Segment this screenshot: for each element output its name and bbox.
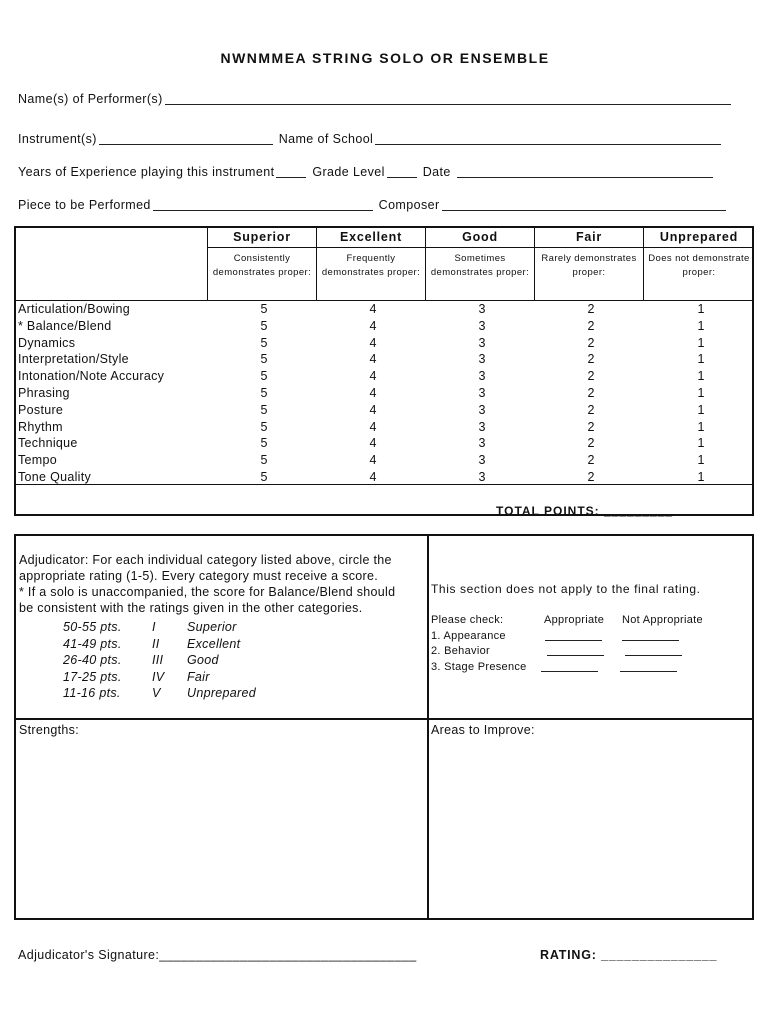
level-desc: Does not demonstrate proper: <box>648 253 750 278</box>
behavior-appropriate-blank[interactable] <box>547 655 604 656</box>
experience-row <box>18 165 715 179</box>
scale-label: Fair <box>187 669 210 684</box>
level-excellent <box>316 228 425 300</box>
score-option[interactable]: 2 <box>587 369 595 384</box>
grade-label: Grade Level <box>312 165 385 179</box>
instruction-line: * If a solo is unaccompanied, the score for Balance/Blend should <box>19 585 396 599</box>
level-good <box>425 228 534 300</box>
score-option[interactable]: 1 <box>697 419 705 434</box>
strengths-area[interactable] <box>18 740 423 916</box>
score-option[interactable]: 1 <box>697 453 705 468</box>
improve-label: Areas to Improve: <box>431 723 535 737</box>
stage-presence-not-appropriate-blank[interactable] <box>620 671 677 672</box>
score-option[interactable]: 3 <box>478 453 486 468</box>
score-option[interactable]: 1 <box>697 369 705 384</box>
score-option[interactable]: 5 <box>260 436 268 451</box>
level-name: Good <box>426 228 534 248</box>
appropriate-header: Appropriate <box>544 614 605 626</box>
score-option[interactable]: 2 <box>587 386 595 400</box>
strengths-label: Strengths: <box>19 723 79 737</box>
comments-box <box>14 534 754 920</box>
level-fair <box>534 228 643 300</box>
score-option[interactable]: 4 <box>369 419 377 434</box>
criterion-label: Intonation/Note Accuracy <box>18 369 165 384</box>
criterion-label: Phrasing <box>18 386 70 400</box>
instrument-label: Instrument(s) <box>18 132 97 146</box>
criterion-label: Technique <box>18 436 78 451</box>
level-superior <box>207 228 316 300</box>
instruction-line: be consistent with the ratings given in the other categories. <box>19 601 363 615</box>
header-divider <box>16 300 752 301</box>
score-option[interactable]: 1 <box>697 318 705 333</box>
scale-numeral: I <box>152 620 156 634</box>
score-option[interactable]: 3 <box>478 302 486 316</box>
score-option[interactable]: 5 <box>260 318 268 333</box>
scale-label: Superior <box>187 620 237 634</box>
score-option[interactable]: 3 <box>478 318 486 333</box>
score-option[interactable]: 1 <box>697 402 705 417</box>
instrument-row <box>18 132 723 146</box>
adjudicator-instructions <box>19 552 395 616</box>
level-name: Fair <box>535 228 643 248</box>
instrument-field[interactable] <box>99 143 273 145</box>
performers-label: Name(s) of Performer(s) <box>18 92 163 106</box>
check-item-stage-presence: 3. Stage Presence <box>431 661 527 673</box>
score-option[interactable]: 2 <box>587 470 595 484</box>
score-option[interactable]: 5 <box>260 369 268 384</box>
score-option[interactable]: 4 <box>369 453 377 468</box>
date-label: Date <box>422 165 451 179</box>
criterion-label: Rhythm <box>18 419 63 434</box>
scale-pts: 17-25 pts. <box>63 669 122 684</box>
scale-label: Good <box>187 653 219 667</box>
score-option[interactable]: 4 <box>369 302 377 316</box>
criterion-label: Tone Quality <box>18 470 92 484</box>
score-option[interactable]: 3 <box>478 402 486 417</box>
scale-numeral: II <box>152 636 160 651</box>
years-label: Years of Experience playing this instrument <box>18 165 275 179</box>
score-option[interactable]: 5 <box>260 470 268 484</box>
scale-pts: 41-49 pts. <box>63 636 122 651</box>
score-option[interactable]: 3 <box>478 386 486 400</box>
score-option[interactable]: 5 <box>260 386 268 400</box>
total-points[interactable]: TOTAL POINTS: _________ <box>496 504 674 518</box>
score-option[interactable]: 1 <box>697 386 705 400</box>
level-desc: Frequently demonstrates proper: <box>321 253 421 278</box>
appearance-not-appropriate-blank[interactable] <box>622 640 679 641</box>
school-label: Name of School <box>278 132 374 146</box>
score-option[interactable]: 5 <box>260 453 268 468</box>
score-option[interactable]: 2 <box>587 436 595 451</box>
score-option[interactable]: 1 <box>697 470 705 484</box>
level-name: Excellent <box>317 228 425 248</box>
score-option[interactable]: 2 <box>587 302 595 316</box>
check-item-appearance: 1. Appearance <box>431 630 506 642</box>
score-option[interactable]: 5 <box>260 419 268 434</box>
score-option[interactable]: 3 <box>478 436 486 451</box>
level-name: Unprepared <box>644 228 754 248</box>
rating-field[interactable]: RATING: _______________ <box>540 948 718 962</box>
score-option[interactable]: 4 <box>369 318 377 333</box>
score-option[interactable]: 3 <box>478 369 486 384</box>
score-option[interactable]: 2 <box>587 453 595 468</box>
score-option[interactable]: 2 <box>587 335 595 350</box>
piece-row <box>18 198 728 212</box>
check-item-behavior: 2. Behavior <box>431 645 490 657</box>
composer-label: Composer <box>378 198 440 212</box>
vertical-divider <box>427 536 429 918</box>
criterion-label: Dynamics <box>18 335 76 350</box>
score-option[interactable]: 4 <box>369 335 377 350</box>
appearance-appropriate-blank[interactable] <box>545 640 602 641</box>
footer-divider <box>16 484 752 485</box>
improve-area[interactable] <box>431 740 749 916</box>
score-option[interactable]: 4 <box>369 436 377 451</box>
please-check-label: Please check: <box>431 614 504 626</box>
score-option[interactable]: 3 <box>478 352 486 367</box>
level-name: Superior <box>208 228 316 248</box>
score-option[interactable]: 2 <box>587 352 595 367</box>
score-option[interactable]: 5 <box>260 335 268 350</box>
scale-pts: 11-16 pts. <box>63 686 121 700</box>
form-title: NWNMMEA STRING SOLO OR ENSEMBLE <box>220 50 550 66</box>
score-option[interactable]: 1 <box>697 335 705 350</box>
score-option[interactable]: 4 <box>369 369 377 384</box>
behavior-not-appropriate-blank[interactable] <box>625 655 682 656</box>
score-option[interactable]: 2 <box>587 318 595 333</box>
rubric-table <box>14 226 754 516</box>
score-option[interactable]: 3 <box>478 470 486 484</box>
scale-pts: 26-40 pts. <box>63 653 122 667</box>
instruction-line: appropriate rating (1-5). Every category must receive a score. <box>19 569 379 583</box>
score-option[interactable]: 4 <box>369 402 377 417</box>
date-field[interactable] <box>457 176 713 178</box>
score-option[interactable]: 1 <box>697 436 705 451</box>
score-option[interactable]: 5 <box>260 402 268 417</box>
signature-field[interactable]: Adjudicator's Signature:___________________________________ <box>18 948 417 962</box>
criterion-label: Articulation/Bowing <box>18 302 131 316</box>
score-option[interactable]: 2 <box>587 402 595 417</box>
scale-label: Unprepared <box>187 686 257 700</box>
criterion-label: Tempo <box>18 453 58 468</box>
score-option[interactable]: 4 <box>369 470 377 484</box>
scale-numeral: V <box>152 686 161 700</box>
level-desc: Rarely demonstrates proper: <box>541 253 637 278</box>
years-field[interactable] <box>276 176 306 178</box>
criterion-label: * Balance/Blend <box>18 318 112 333</box>
scale-numeral: III <box>152 653 164 667</box>
score-option[interactable]: 1 <box>697 352 705 367</box>
level-desc: Sometimes demonstrates proper: <box>430 253 530 278</box>
score-option[interactable]: 5 <box>260 302 268 316</box>
level-unprepared <box>643 228 754 300</box>
scale-label: Excellent <box>187 636 241 651</box>
horizontal-divider <box>16 718 752 720</box>
score-option[interactable]: 2 <box>587 419 595 434</box>
score-option[interactable]: 4 <box>369 352 377 367</box>
section-note: This section does not apply to the final rating. <box>431 582 701 596</box>
score-option[interactable]: 1 <box>697 302 705 316</box>
school-field[interactable] <box>375 143 721 145</box>
scale-pts: 50-55 pts. <box>63 620 122 634</box>
piece-field[interactable] <box>153 209 373 211</box>
score-option[interactable]: 5 <box>260 352 268 367</box>
composer-field[interactable] <box>442 209 726 211</box>
performers-field[interactable] <box>18 92 733 106</box>
scale-numeral: IV <box>152 669 165 684</box>
score-option[interactable]: 3 <box>478 419 486 434</box>
instruction-line: Adjudicator: For each individual category listed above, circle the <box>19 553 392 567</box>
grade-field[interactable] <box>387 176 417 178</box>
level-desc: Consistently demonstrates proper: <box>212 253 312 278</box>
criterion-label: Posture <box>18 402 64 417</box>
score-option[interactable]: 4 <box>369 386 377 400</box>
piece-label: Piece to be Performed <box>18 198 151 212</box>
score-option[interactable]: 3 <box>478 335 486 350</box>
criterion-label: Interpretation/Style <box>18 352 129 367</box>
not-appropriate-header: Not Appropriate <box>622 614 703 626</box>
stage-presence-appropriate-blank[interactable] <box>541 671 598 672</box>
